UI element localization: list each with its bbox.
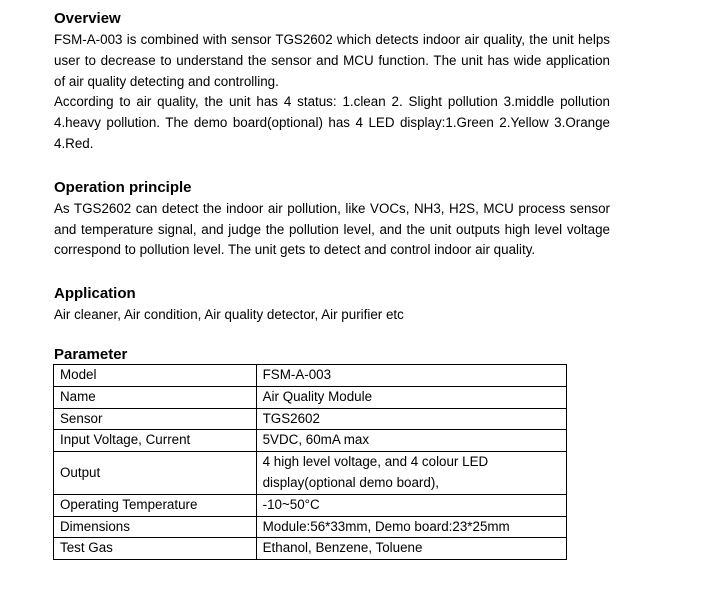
param-label: Sensor xyxy=(54,408,257,430)
param-value: 4 high level voltage, and 4 colour LED display(optional demo board), xyxy=(256,452,566,495)
operation-paragraph: As TGS2602 can detect the indoor air pollution, like VOCs, NH3, H2S, MCU process sensor and temperature signal, and judge the pollution level, and the unit outputs high level voltage correspond to pollution level. The unit gets to detect and control indoor air quality. xyxy=(54,200,610,258)
document-page xyxy=(54,8,610,582)
param-label: Test Gas xyxy=(54,538,257,560)
overview-paragraph-2: According to air quality, the unit has 4 status: 1.clean 2. Slight pollution 3.middle pollution 4.heavy pollution. The demo board(optional) has 4 LED display:1.Green 2.Yellow 3.Orange 4.Red. xyxy=(54,94,610,151)
param-label: Output xyxy=(54,452,257,495)
table-row xyxy=(54,408,567,430)
table-row xyxy=(54,430,567,452)
param-label: Name xyxy=(54,386,257,408)
parameter-heading: Parameter xyxy=(54,345,128,363)
param-value: Module:56*33mm, Demo board:23*25mm xyxy=(256,516,566,538)
overview-paragraph-1: FSM-A-003 is combined with sensor TGS2602 which detects indoor air quality, the unit helps user to decrease to understand the sensor and MCU function. The unit has wide application of air quality detecting and controlling. xyxy=(54,32,610,89)
param-value: Ethanol, Benzene, Toluene xyxy=(256,538,566,560)
table-row xyxy=(54,516,567,538)
overview-section xyxy=(54,8,610,155)
operation-section xyxy=(54,177,610,261)
operation-heading: Operation principle xyxy=(54,178,192,196)
param-value: TGS2602 xyxy=(256,408,566,430)
param-label: Operating Temperature xyxy=(54,494,257,516)
param-label: Model xyxy=(54,364,257,386)
table-row xyxy=(54,452,567,495)
table-row xyxy=(54,538,567,560)
table-row xyxy=(54,494,567,516)
param-value: FSM-A-003 xyxy=(256,364,566,386)
param-value: 5VDC, 60mA max xyxy=(256,430,566,452)
table-row xyxy=(54,386,567,408)
param-label: Input Voltage, Current xyxy=(54,430,257,452)
param-value: -10~50°C xyxy=(256,494,566,516)
parameter-section xyxy=(54,346,610,560)
param-value: Air Quality Module xyxy=(256,386,566,408)
application-section xyxy=(54,283,610,326)
application-heading: Application xyxy=(54,285,136,303)
application-paragraph: Air cleaner, Air condition, Air quality detector, Air purifier etc xyxy=(54,307,404,323)
table-row xyxy=(54,364,567,386)
param-label: Dimensions xyxy=(54,516,257,538)
overview-heading: Overview xyxy=(54,10,121,27)
parameter-table xyxy=(53,364,567,560)
